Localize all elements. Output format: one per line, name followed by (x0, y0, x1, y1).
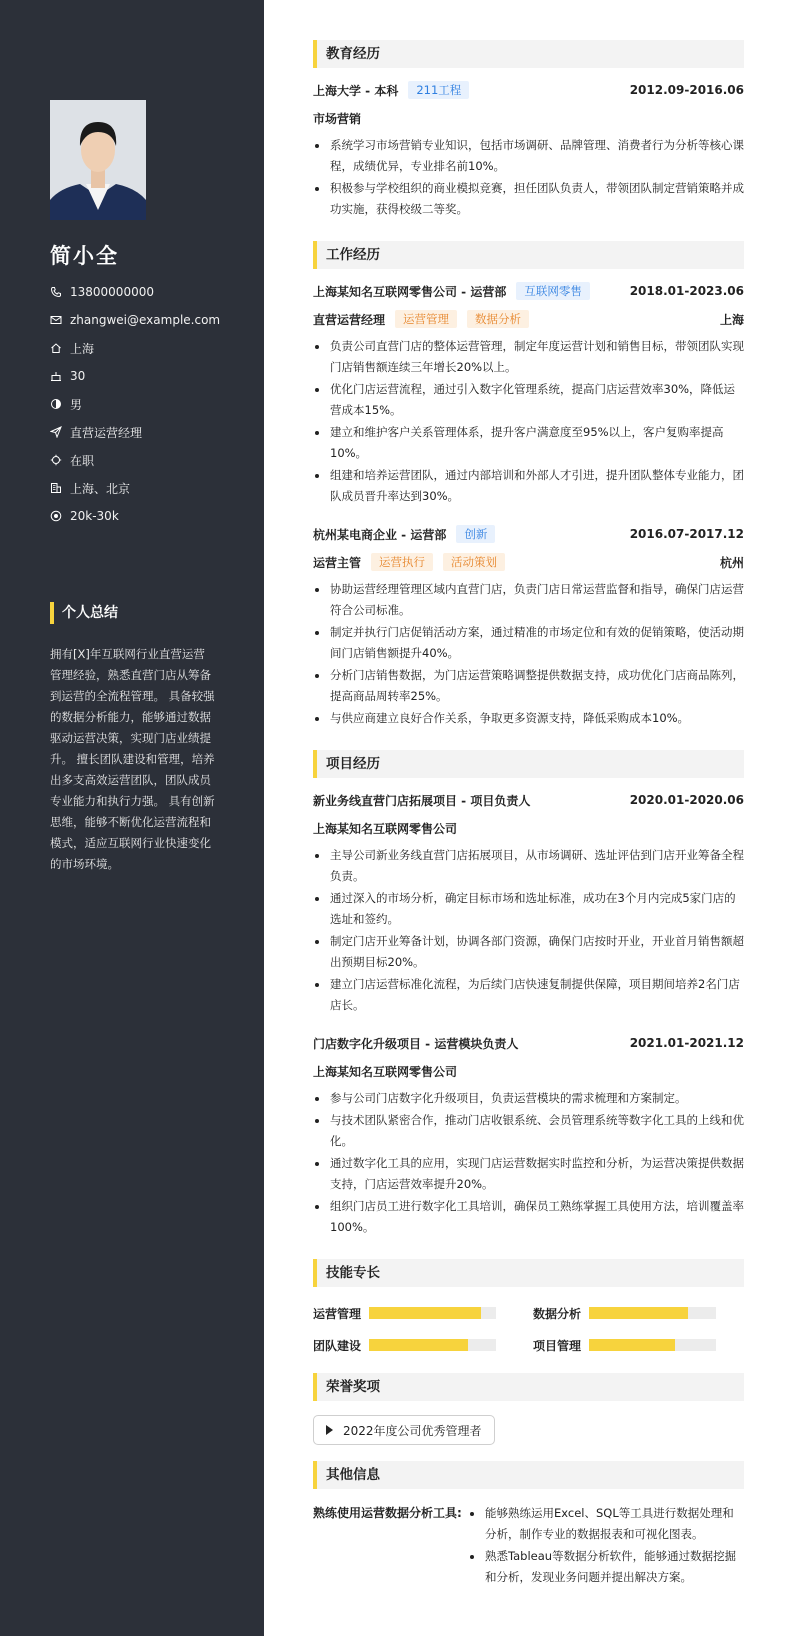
education-major-row (313, 104, 744, 132)
summary-heading: 个人总结 (50, 602, 118, 624)
skill-fill (369, 1307, 481, 1319)
skill-item (313, 1301, 533, 1325)
info-text: zhangwei@example.com (70, 313, 221, 327)
skill-name: 数据分析 (533, 1306, 582, 1321)
projects-heading: 项目经历 (313, 750, 744, 778)
job-role: 运营主管 (313, 555, 362, 570)
project-org: 上海某知名互联网零售公司 (313, 821, 458, 836)
play-icon (326, 1425, 333, 1435)
list-item: 优化门店运营流程，通过引入数字化管理系统，提高门店运营效率30%，降低运营成本15%。 (313, 379, 744, 421)
gender-icon (50, 398, 62, 410)
project-head (313, 1029, 744, 1057)
job-date: 2016.07-2017.12 (629, 527, 744, 541)
other-info (313, 1503, 744, 1589)
role-tag: 数据分析 (467, 310, 529, 328)
skill-item (313, 1333, 533, 1357)
honors-heading: 荣誉奖项 (313, 1373, 744, 1401)
job-city: 上海 (719, 312, 744, 327)
project-bullets (313, 1088, 744, 1238)
job-role: 直营运营经理 (313, 312, 386, 327)
project-org-row (313, 814, 744, 842)
education-entry-head (313, 76, 744, 104)
contact-info (50, 278, 250, 530)
candidate-name: 简小全 (50, 244, 119, 268)
job-city: 杭州 (719, 555, 744, 570)
job-role-row (313, 548, 744, 576)
list-item: 分析门店销售数据，为门店运营策略调整提供数据支持，成功优化门店商品陈列，提高商品周转率25%。 (313, 665, 744, 707)
other-heading: 其他信息 (313, 1461, 744, 1489)
role-tag: 运营管理 (395, 310, 457, 328)
info-age (50, 362, 250, 390)
skill-bar (589, 1307, 716, 1319)
award-item (313, 1415, 495, 1445)
info-text: 13800000000 (70, 285, 154, 299)
company-tag: 互联网零售 (516, 282, 590, 300)
info-phone (50, 278, 250, 306)
info-text: 直营运营经理 (70, 425, 143, 440)
mail-icon (50, 314, 62, 326)
info-city (50, 334, 250, 362)
skill-bar (589, 1339, 716, 1351)
company-name: 上海某知名互联网零售公司 - 运营部 (313, 284, 507, 299)
skill-fill (369, 1339, 468, 1351)
company-tag: 创新 (456, 525, 495, 543)
other-label: 熟练使用运营数据分析工具: (313, 1506, 462, 1520)
project-date: 2020.01-2020.06 (629, 793, 744, 807)
money-icon (50, 510, 62, 522)
portrait-image (50, 100, 146, 220)
info-text: 30 (70, 369, 86, 383)
info-text: 上海、北京 (70, 481, 131, 496)
school-tag: 211工程 (408, 81, 469, 99)
skills-grid (313, 1301, 744, 1357)
other-bullets (468, 1503, 743, 1589)
cake-icon (50, 370, 62, 382)
work-heading: 工作经历 (313, 241, 744, 269)
building-icon (50, 482, 62, 494)
skill-name: 项目管理 (533, 1338, 582, 1353)
skill-item (533, 1301, 744, 1325)
home-icon (50, 342, 62, 354)
info-text: 上海 (70, 341, 95, 356)
project-org: 上海某知名互联网零售公司 (313, 1064, 458, 1079)
list-item: 参与公司门店数字化升级项目，负责运营模块的需求梳理和方案制定。 (313, 1088, 744, 1109)
info-salary (50, 502, 250, 530)
main-content (313, 40, 744, 1589)
major: 市场营销 (313, 111, 362, 126)
info-email (50, 306, 250, 334)
list-item: 组织门店员工进行数字化工具培训，确保员工熟练掌握工具使用方法，培训覆盖率100%。 (313, 1196, 744, 1238)
project-name: 门店数字化升级项目 - 运营模块负责人 (313, 1036, 519, 1051)
skill-fill (589, 1339, 675, 1351)
skill-name: 团队建设 (313, 1338, 362, 1353)
list-item: 组建和培养运营团队，通过内部培训和外部人才引进，提升团队整体专业能力，团队成员晋升率达到30%。 (313, 465, 744, 507)
education-bullets (313, 135, 744, 220)
award-text: 2022年度公司优秀管理者 (343, 1423, 482, 1438)
info-gender (50, 390, 250, 418)
list-item: 协助运营经理管理区域内直营门店，负责门店日常运营监督和指导，确保门店运营符合公司标准。 (313, 579, 744, 621)
info-text: 20k-30k (70, 509, 119, 523)
project-name: 新业务线直营门店拓展项目 - 项目负责人 (313, 793, 531, 808)
list-item: 系统学习市场营销专业知识，包括市场调研、品牌管理、消费者行为分析等核心课程，成绩优异，专业排名前10%。 (313, 135, 744, 177)
info-text: 在职 (70, 453, 95, 468)
list-item: 制定并执行门店促销活动方案，通过精准的市场定位和有效的促销策略，使活动期间门店销售额提升40%。 (313, 622, 744, 664)
skill-name: 运营管理 (313, 1306, 362, 1321)
job-head (313, 277, 744, 305)
summary-text: 拥有[X]年互联网行业直营运营管理经验，熟悉直营门店从筹备到运营的全流程管理。 具备较强的数据分析能力，能够通过数据驱动运营决策，实现门店业绩提升。 擅长团队建设和管理，培养出多支高效运营团队，团队成员专业能力和执行力强。 具有创新思维，能够不断优化运营流程和模式，适应互联网行业快速变化的市场环境。 (50, 647, 215, 871)
skill-item (533, 1333, 744, 1357)
role-tag: 活动策划 (443, 553, 505, 571)
project-org-row (313, 1057, 744, 1085)
avatar (50, 100, 146, 220)
skill-bar (369, 1339, 496, 1351)
job-role-row (313, 305, 744, 333)
job-head (313, 520, 744, 548)
info-text: 男 (70, 397, 83, 412)
skill-fill (589, 1307, 688, 1319)
project-bullets (313, 845, 744, 1016)
info-position (50, 418, 250, 446)
school-name: 上海大学 - 本科 (313, 83, 399, 98)
skill-bar (369, 1307, 496, 1319)
list-item: 与技术团队紧密合作，推动门店收银系统、会员管理系统等数字化工具的上线和优化。 (313, 1110, 744, 1152)
info-status (50, 446, 250, 474)
project-date: 2021.01-2021.12 (629, 1036, 744, 1050)
list-item: 能够熟练运用Excel、SQL等工具进行数据处理和分析，制作专业的数据报表和可视化图表。 (468, 1503, 743, 1545)
project-head (313, 786, 744, 814)
list-item: 建立门店运营标准化流程，为后续门店快速复制提供保障，项目期间培养2名门店店长。 (313, 974, 744, 1016)
job-bullets (313, 579, 744, 729)
job-bullets (313, 336, 744, 507)
info-work-cities (50, 474, 250, 502)
list-item: 积极参与学校组织的商业模拟竞赛，担任团队负责人，带领团队制定营销策略并成功实施，获得校级二等奖。 (313, 178, 744, 220)
list-item: 负责公司直营门店的整体运营管理，制定年度运营计划和销售目标，带领团队实现门店销售额连续三年增长20%以上。 (313, 336, 744, 378)
education-heading: 教育经历 (313, 40, 744, 68)
list-item: 制定门店开业筹备计划，协调各部门资源，确保门店按时开业，开业首月销售额超出预期目标20%。 (313, 931, 744, 973)
job-date: 2018.01-2023.06 (629, 284, 744, 298)
list-item: 主导公司新业务线直营门店拓展项目，从市场调研、选址评估到门店开业筹备全程负责。 (313, 845, 744, 887)
sidebar (0, 0, 264, 1636)
list-item: 通过深入的市场分析，确定目标市场和选址标准，成功在3个月内完成5家门店的选址和签约。 (313, 888, 744, 930)
skills-heading: 技能专长 (313, 1259, 744, 1287)
company-name: 杭州某电商企业 - 运营部 (313, 527, 447, 542)
phone-icon (50, 286, 62, 298)
education-date: 2012.09-2016.06 (629, 83, 744, 97)
role-tag: 运营执行 (371, 553, 433, 571)
status-icon (50, 454, 62, 466)
list-item: 通过数字化工具的应用，实现门店运营数据实时监控和分析，为运营决策提供数据支持，门店运营效率提升20%。 (313, 1153, 744, 1195)
list-item: 熟悉Tableau等数据分析软件，能够通过数据挖掘和分析，发现业务问题并提出解决方案。 (468, 1546, 743, 1588)
list-item: 与供应商建立良好合作关系，争取更多资源支持，降低采购成本10%。 (313, 708, 744, 729)
send-icon (50, 426, 62, 438)
list-item: 建立和维护客户关系管理体系，提升客户满意度至95%以上，客户复购率提高10%。 (313, 422, 744, 464)
